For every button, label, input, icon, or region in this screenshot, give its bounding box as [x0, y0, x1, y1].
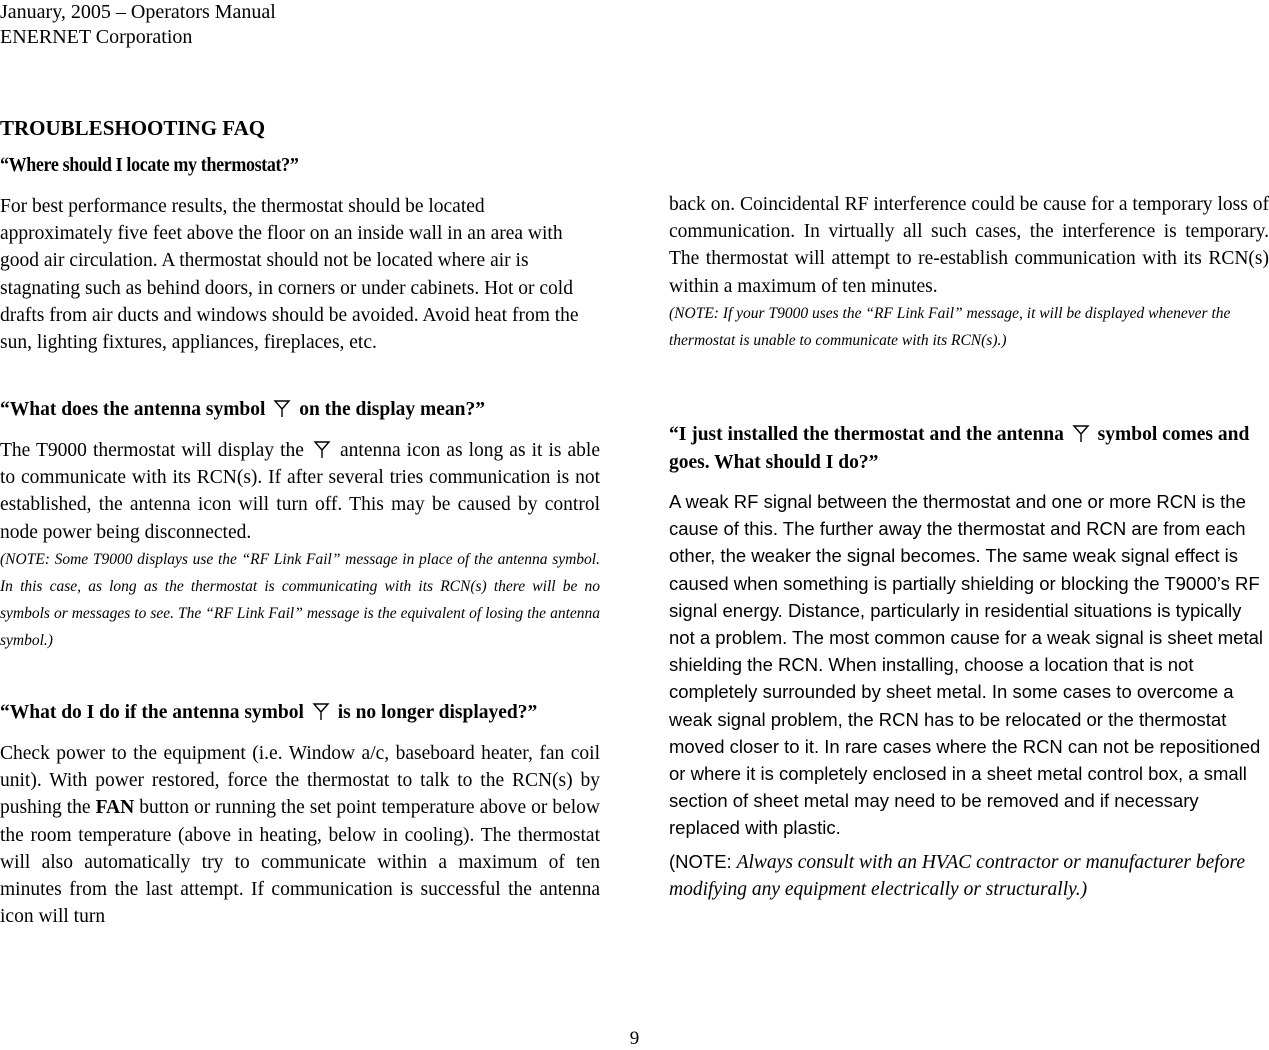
faq-answer-antenna-meaning: The T9000 thermostat will display the antenna icon as long as it is able to communicate with its RCN(s). If after several tries communication is not established, the antenna icon will turn off. This may be caused by control node power being disconnected. (NOTE: Some T9000 displays use the “RF Link Fail” message in place of the antenna symbol. In this case, as long as the thermostat is communicating with its RCN(s) there will be no symbols or messages to see. The “RF Link Fail” message is the equivalent of losing the antenna symbol.): [0, 437, 600, 655]
antenna-icon: [312, 701, 330, 721]
note-hvac-contractor: (NOTE: Always consult with an HVAC contractor or manufacturer before modifying any equipment electrically or structurally.): [669, 850, 1245, 900]
faq-block-antenna-intermittent: [669, 421, 1269, 477]
faq-block-antenna-missing: [0, 699, 600, 727]
page-header: [0, 0, 276, 50]
antenna-icon: [1072, 423, 1090, 443]
faq-answer-antenna-intermittent: A weak RF signal between the thermostat and one or more RCN is the cause of this. The further away the thermostat and RCN are from each other, the weaker the signal becomes. The same weak signal effect is caused when something is partially shielding or blocking the T9000’s RF signal energy. Distance, particularly in residential situations is typically not a problem. The most common cause for a weak signal is sheet metal shielding the RCN. When installing, choose a location that is not completely surrounded by sheet metal. In some cases to overcome a weak signal problem, the RCN has to be relocated or the thermostat moved closer to it. In rare cases where the RCN can not be repositioned or where it is completely enclosed in a sheet metal control box, a small section of sheet metal may need to be removed and if necessary replaced with plastic. (NOTE: Always consult with an HVAC contractor or manufacturer before modifying any equipment electrically or structurally.): [669, 488, 1269, 903]
page-title: TROUBLESHOOTING FAQ: [0, 116, 266, 140]
antenna-icon: [313, 439, 331, 459]
faq-answer-antenna-missing-cont: back on. Coincidental RF interference could be cause for a temporary loss of communication. In virtually all such cases, the interference is temporary. The thermostat will attempt to re-establish communication with its RCN(s) within a maximum of ten minutes. (NOTE: If your T9000 uses the “RF Link Fail” message, it will be displayed whenever the thermostat is unable to communicate with its RCN(s).): [669, 191, 1269, 354]
faq-block-antenna-meaning: [0, 396, 600, 424]
header-manual-date: January, 2005 – Operators Manual: [0, 1, 276, 23]
note-rf-link-fail-display: (NOTE: If your T9000 uses the “RF Link Fail” message, it will be displayed whenever the thermostat is unable to communicate with its RCN(s).): [669, 304, 1231, 350]
left-column: [0, 193, 600, 356]
header-company: ENERNET Corporation: [0, 26, 193, 48]
faq-question-antenna-intermittent: “I just installed the thermostat and the antenna symbol comes and goes. What should I do?”: [669, 424, 1250, 473]
note-rf-link-fail: (NOTE: Some T9000 displays use the “RF Link Fail” message in place of the antenna symbol. In this case, as long as the thermostat is communicating with its RCN(s) there will be no symbols or messages to see. The “RF Link Fail” message is the equivalent of losing the antenna symbol.): [0, 550, 600, 650]
antenna-icon: [273, 398, 291, 418]
faq-question-antenna-missing: “What do I do if the antenna symbol is no longer displayed?”: [0, 702, 538, 723]
faq-question-antenna-meaning: “What does the antenna symbol on the display mean?”: [0, 399, 486, 420]
faq-question-locate-thermostat: “Where should I locate my thermostat?”: [0, 154, 299, 176]
faq-answer-antenna-missing: Check power to the equipment (i.e. Window a/c, baseboard heater, fan coil unit). With power restored, force the thermostat to talk to the RCN(s) by pushing the FAN button or running the set point temperature above or below the room temperature (above in heating, below in cooling). The thermostat will also automatically try to communicate within a maximum of ten minutes from the last attempt. If communication is successful the antenna icon will turn: [0, 743, 601, 928]
faq-answer-locate-thermostat: For best performance results, the thermostat should be located approximately five feet above the floor on an inside wall in an area with good air circulation. A thermostat should not be located where air is stagnating such as behind doors, in corners or under cabinets. Hot or cold drafts from air ducts and windows should be avoided. Avoid heat from the sun, lighting fixtures, appliances, fireplaces, etc.: [0, 196, 579, 354]
fan-button-label: FAN: [95, 797, 135, 819]
page-number: 9: [629, 1028, 640, 1049]
